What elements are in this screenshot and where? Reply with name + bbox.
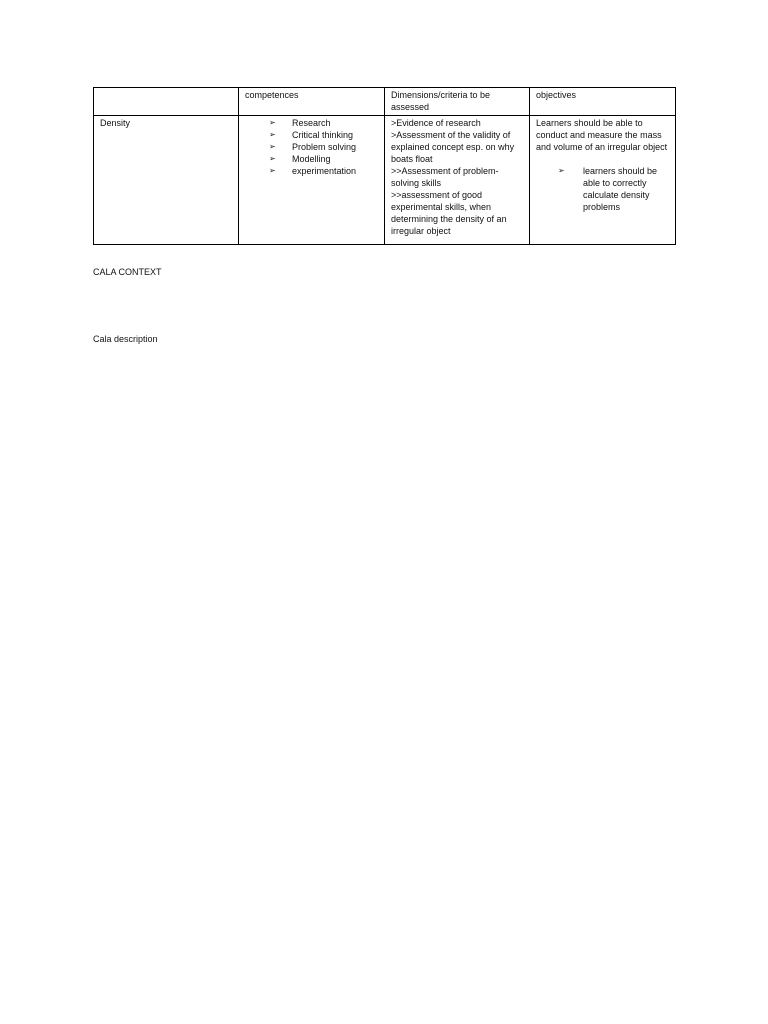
header-cell-objectives: objectives — [530, 88, 676, 116]
list-item — [536, 165, 669, 213]
competences-list — [245, 117, 378, 177]
criteria-line: >Assessment of the validity of explained concept esp. on why boats float — [391, 130, 515, 164]
arrowhead-bullet-icon: ➢ — [269, 154, 276, 163]
competence-label: Critical thinking — [292, 130, 354, 140]
arrowhead-bullet-icon: ➢ — [269, 166, 276, 175]
competences-cell — [239, 116, 385, 245]
arrowhead-bullet-icon: ➢ — [558, 166, 565, 175]
list-item — [245, 153, 378, 165]
list-item — [245, 165, 378, 177]
header-cell-competences: competences — [239, 88, 385, 116]
arrowhead-bullet-icon: ➢ — [269, 118, 276, 127]
header-cell-empty — [94, 88, 239, 116]
list-item — [245, 117, 378, 129]
criteria-line: >Evidence of research — [391, 118, 481, 128]
cala-context-heading: CALA CONTEXT — [93, 267, 162, 277]
competence-label: Research — [292, 118, 331, 128]
cala-description-heading: Cala description — [93, 334, 158, 344]
objectives-text: Learners should be able to conduct and measure the mass and volume of an irregular object — [536, 118, 668, 152]
arrowhead-bullet-icon: ➢ — [269, 130, 276, 139]
objectives-cell — [530, 116, 676, 245]
topic-cell: Density — [94, 116, 239, 245]
assessment-table — [93, 87, 676, 245]
list-item — [245, 141, 378, 153]
competence-label: experimentation — [292, 166, 357, 176]
header-cell-criteria: Dimensions/criteria to be assessed — [385, 88, 530, 116]
competence-label: Problem solving — [292, 142, 357, 152]
competence-label: Modelling — [292, 154, 331, 164]
list-item — [245, 129, 378, 141]
objective-label: learners should be able to correctly calculate density problems — [583, 166, 658, 212]
arrowhead-bullet-icon: ➢ — [269, 142, 276, 151]
objectives-list — [536, 165, 669, 213]
criteria-cell — [385, 116, 530, 245]
table-header-row — [94, 88, 676, 116]
criteria-line: >>Assessment of problem-solving skills — [391, 166, 499, 188]
table-row — [94, 116, 676, 245]
criteria-line: >>assessment of good experimental skills, when determining the density of an irregular object — [391, 190, 507, 236]
